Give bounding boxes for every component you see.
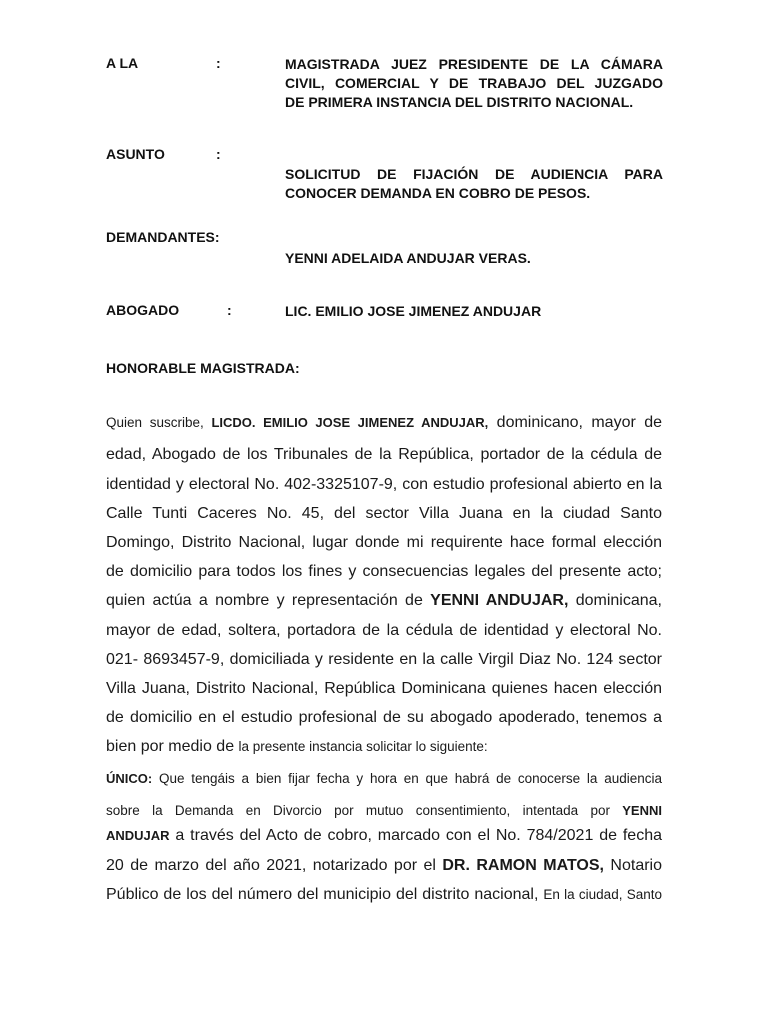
- body-line: 021- 8693457-9, domiciliada y residente en la calle Virgil Diaz No. 124 sector: [106, 651, 662, 668]
- unico-text-span: Notario: [603, 857, 662, 874]
- notary-name: DR. RAMON MATOS,: [442, 857, 604, 874]
- a-la-value: [285, 55, 663, 112]
- body-line: mayor de edad, soltera, portadora de la cédula de identidad y electoral No.: [106, 622, 662, 639]
- body-line: de domicilio en el estudio profesional de su abogado apoderado, tenemos a: [106, 709, 662, 726]
- salutation: HONORABLE MAGISTRADA:: [106, 360, 300, 376]
- unico-text-span: sobre la Demanda en Divorcio por mutuo consentimiento, intentada por: [106, 803, 623, 818]
- body-text-span: bien por medio de: [106, 738, 239, 755]
- asunto-label: ASUNTO: [106, 146, 165, 162]
- asunto-line: SOLICITUD DE FIJACIÓN DE AUDIENCIA PARA: [285, 166, 663, 182]
- unico-line: [106, 770, 662, 788]
- body-text-span: dominicana,: [568, 592, 663, 609]
- client-name: ANDUJAR: [106, 828, 170, 843]
- unico-line: [106, 857, 662, 875]
- unico-text-span: a través del Acto de cobro, marcado con el No. 784/2021 de fecha: [169, 827, 662, 844]
- body-line: [106, 738, 662, 756]
- body-text-span: Quien suscribe,: [106, 415, 212, 430]
- body-line: Villa Juana, Distrito Nacional, República Dominicana quienes hacen elección: [106, 680, 662, 697]
- unico-line: [106, 802, 662, 820]
- body-line: edad, Abogado de los Tribunales de la República, portador de la cédula de: [106, 446, 662, 463]
- abogado-colon: :: [227, 302, 232, 318]
- a-la-line: CIVIL, COMERCIAL Y DE TRABAJO DEL JUZGADO: [285, 75, 663, 91]
- lawyer-name: LICDO. EMILIO JOSE JIMENEZ ANDUJAR,: [211, 415, 489, 430]
- a-la-line: MAGISTRADA JUEZ PRESIDENTE DE LA CÁMARA: [285, 56, 663, 72]
- body-line: [106, 414, 662, 432]
- unico-text-span: En la ciudad, Santo: [543, 887, 662, 902]
- abogado-value: LIC. EMILIO JOSE JIMENEZ ANDUJAR: [285, 303, 542, 319]
- demandantes-label: DEMANDANTES:: [106, 229, 220, 245]
- unico-text-span: 20 de marzo del año 2021, notarizado por el: [106, 857, 443, 874]
- client-name: YENNI: [622, 803, 662, 818]
- asunto-colon: :: [216, 146, 221, 162]
- body-line: de domicilio para todos los fines y consecuencias legales del presente acto;: [106, 563, 662, 580]
- asunto-value: [285, 165, 663, 203]
- body-text-span: quien actúa a nombre y representación de: [106, 592, 431, 609]
- body-line: identidad y electoral No. 402-3325107-9, con estudio profesional abierto en la: [106, 476, 662, 493]
- a-la-line: DE PRIMERA INSTANCIA DEL DISTRITO NACIONAL.: [285, 94, 634, 110]
- unico-line: [106, 886, 662, 904]
- unico-text-span: Público de los del número del municipio del distrito nacional,: [106, 886, 544, 903]
- a-la-colon: :: [216, 55, 221, 71]
- body-line: Calle Tunti Caceres No. 45, del sector Villa Juana en la ciudad Santo: [106, 505, 662, 522]
- unico-text-span: Que tengáis a bien fijar fecha y hora en que habrá de conocerse la audiencia: [152, 771, 662, 786]
- demandantes-value: YENNI ADELAIDA ANDUJAR VERAS.: [285, 250, 531, 266]
- unico-heading: ÚNICO:: [106, 771, 153, 786]
- body-text-span: dominicano, mayor de: [488, 414, 663, 431]
- body-text-span: la presente instancia solicitar lo siguiente:: [238, 739, 488, 754]
- asunto-line: CONOCER DEMANDA EN COBRO DE PESOS.: [285, 185, 591, 201]
- abogado-label: ABOGADO: [106, 302, 180, 318]
- a-la-label: A LA: [106, 55, 139, 71]
- body-line: Domingo, Distrito Nacional, lugar donde mi requirente hace formal elección: [106, 534, 662, 551]
- body-line: [106, 592, 662, 610]
- unico-line: [106, 827, 662, 845]
- client-name: YENNI ANDUJAR,: [430, 592, 569, 609]
